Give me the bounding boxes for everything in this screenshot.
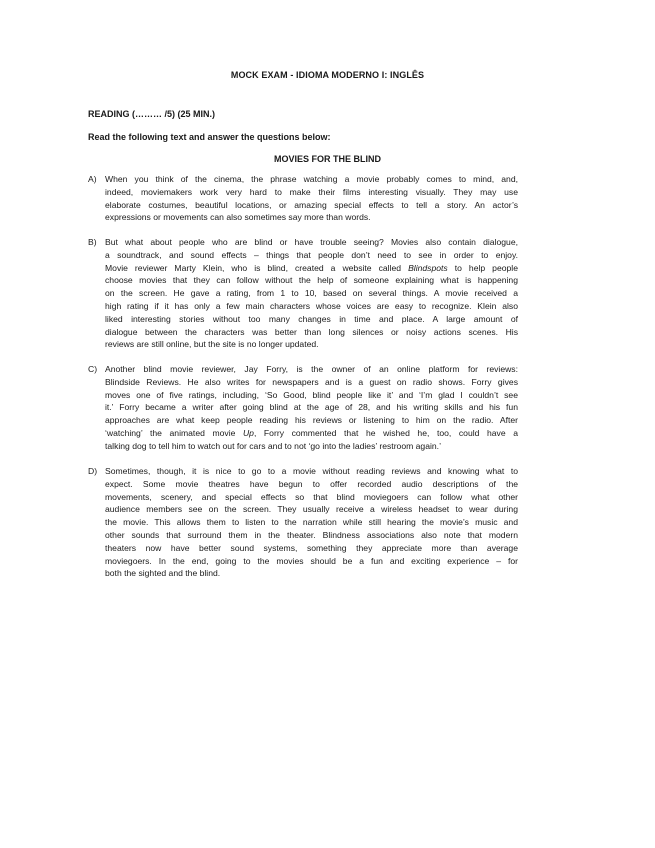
paragraph-line: talking dog to tell him to watch out for cars and to not ‘go into the ladies’ restroom again.’	[105, 440, 441, 451]
paragraph-line: the movie. This allows them to listen to the narration while still hearing the movie’s music and	[105, 517, 518, 528]
reading-instruction: Read the following text and answer the questions below:	[88, 132, 331, 142]
paragraph-line-with-site	[105, 262, 518, 275]
paragraph-line: Blindside Reviews. He also writes for newspapers and is a guest on radio shows. Forry gives	[105, 376, 518, 387]
paragraph-body	[105, 465, 518, 580]
paragraph-line: liked interesting stories without too many changes in time and place. A large amount of	[105, 313, 518, 324]
paragraph-line: dialogue between the characters was better than long silences or noisy actions scenes. His	[105, 326, 518, 337]
line-text: to help people	[447, 262, 518, 273]
movie-title: Up	[242, 427, 254, 438]
paragraph-body	[105, 363, 518, 453]
paragraph-line: expect. Some movie theatres have begun to offer recorded audio descriptions of the	[105, 478, 518, 489]
website-name: Blindspots	[408, 262, 448, 273]
paragraph-line: reviews are still online, but the site is no longer updated.	[105, 339, 319, 350]
paragraph-d	[88, 465, 518, 580]
paragraph-c	[88, 363, 518, 453]
line-text: ‘watching’ the animated movie	[105, 427, 243, 438]
paragraph-line: moves one of five ratings, including, ‘So Good, blind people like it’ and ‘I’m glad I couldn’t see	[105, 389, 518, 400]
paragraph-line: When you think of the cinema, the phrase watching a movie probably comes to mind, and,	[105, 174, 518, 184]
article-title: MOVIES FOR THE BLIND	[273, 154, 381, 164]
paragraph-line: a soundtrack, and sound effects – things that people don’t need to see in order to enjoy.	[105, 249, 518, 260]
paragraph-line: movements, scenery, and special effects so that blind moviegoers can follow what other	[105, 491, 518, 502]
paragraph-line: expressions or movements can also sometimes say more than words.	[105, 212, 371, 223]
paragraph-line: theaters now have better sound systems, something they appreciate more than average	[105, 542, 518, 553]
paragraph-line: other sounds that surround them in the theater. Blindness associations also note that modern	[105, 529, 518, 540]
exam-title: MOCK EXAM - IDIOMA MODERNO I: INGLÊS	[230, 70, 425, 80]
paragraph-line: moviegoers. In the end, going to the movies should be a fun and exciting experience – for	[105, 555, 518, 566]
paragraph-line-with-movie	[105, 427, 518, 440]
paragraph-body	[105, 173, 518, 224]
paragraph-a	[88, 173, 518, 224]
line-text: , Forry commented that he wished he, too, could have a	[253, 427, 518, 438]
paragraph-marker: D)	[88, 466, 98, 476]
paragraph-line: audience members see on the screen. They usually receive a wireless headset to wear during	[105, 504, 518, 515]
paragraph-body	[105, 236, 518, 351]
line-text: Movie reviewer Marty Klein, who is blind, created a website called	[105, 262, 409, 273]
paragraph-marker: C)	[88, 364, 98, 374]
paragraph-line: it.’ Forry became a writer after going blind at the age of 28, and his writing skills and his fun	[105, 402, 518, 413]
paragraph-line: elaborate costumes, beautiful locations, or amazing special effects to tell a story. An actor’s	[105, 199, 518, 210]
paragraph-line: both the sighted and the blind.	[105, 568, 221, 579]
paragraph-b	[88, 236, 518, 351]
paragraph-line: indeed, moviemakers work very hard to make their films interesting visually. They may use	[105, 186, 518, 197]
paragraph-line: choose movies that they can follow without the help of someone explaining what is happening	[105, 275, 518, 286]
paragraph-line: approaches are what keep people reading his reviews or listening to him on the radio. After	[105, 415, 518, 426]
paragraph-line: high rating if it has only a few main characters whose voices are easy to recognize. Klein also	[105, 300, 518, 311]
reading-section-heading: READING (……… /5) (25 MIN.)	[88, 109, 216, 119]
paragraph-marker: A)	[88, 174, 97, 184]
paragraph-line: But what about people who are blind or have trouble seeing? Movies also contain dialogue,	[105, 237, 518, 247]
paragraph-line: on the screen. He gave a rating, from 1 to 10, based on several things. A movie received a	[105, 288, 518, 299]
paragraph-marker: B)	[88, 237, 97, 247]
paragraph-line: Sometimes, though, it is nice to go to a movie without reading reviews and knowing what to	[105, 466, 518, 476]
paragraph-line: Another blind movie reviewer, Jay Forry, is the owner of an online platform for reviews:	[105, 364, 518, 374]
